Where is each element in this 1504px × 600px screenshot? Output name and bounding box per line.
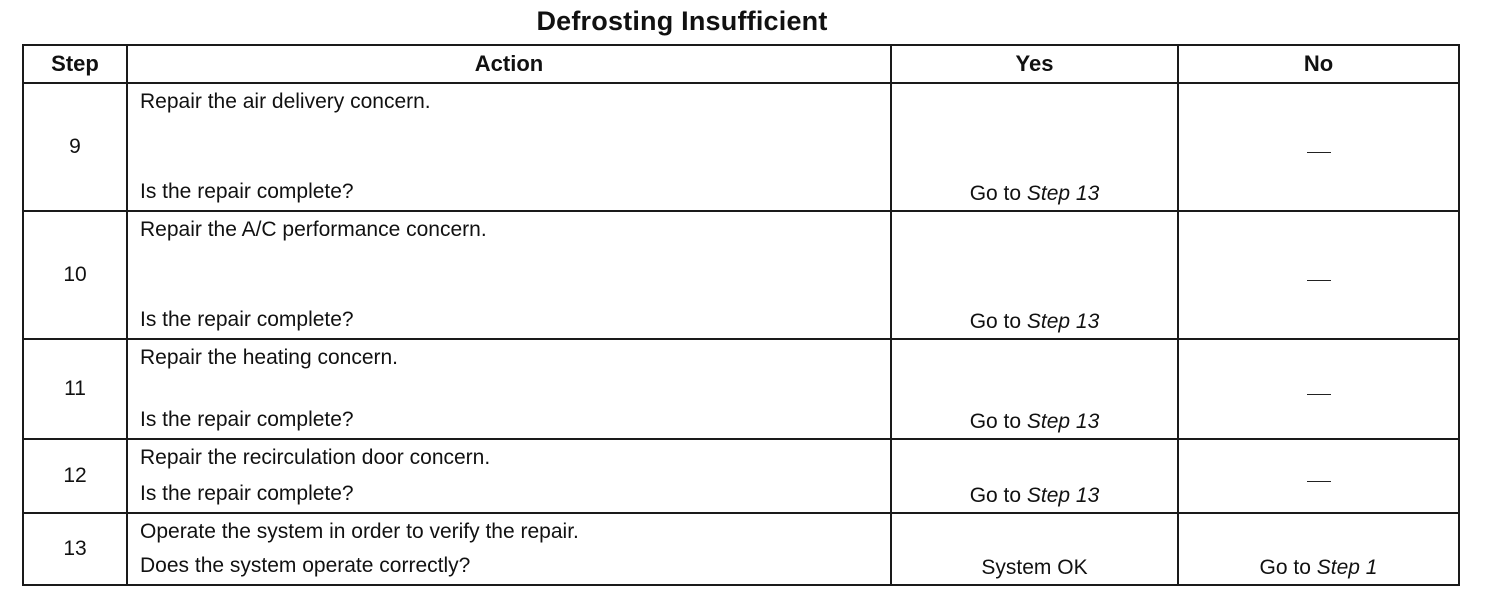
step-number: 13 <box>23 513 127 585</box>
yes-prefix: Go to <box>969 484 1027 507</box>
action-cell <box>127 339 891 439</box>
action-instruction: Repair the air delivery concern. <box>140 90 431 113</box>
action-cell <box>127 211 891 339</box>
page-title: Defrosting Insufficient <box>536 6 828 36</box>
yes-prefix: Go to <box>969 410 1027 433</box>
header-yes: Yes <box>891 45 1178 83</box>
yes-cell <box>891 211 1178 339</box>
action-question: Is the repair complete? <box>140 482 354 505</box>
no-dash <box>1307 394 1331 395</box>
yes-result: System OK <box>981 556 1088 579</box>
diagnostic-table <box>22 44 1460 586</box>
no-dash <box>1307 152 1331 153</box>
yes-step-link[interactable]: Step 13 <box>1026 182 1100 205</box>
action-question: Is the repair complete? <box>140 308 354 331</box>
no-cell <box>1178 339 1459 439</box>
no-step-link[interactable]: Step 1 <box>1316 556 1378 579</box>
no-cell <box>1178 439 1459 513</box>
action-question: Does the system operate correctly? <box>140 554 471 577</box>
yes-step-link[interactable]: Step 13 <box>1026 410 1100 433</box>
no-cell <box>1178 211 1459 339</box>
header-row <box>23 45 1459 83</box>
no-cell <box>1178 83 1459 211</box>
step-number: 10 <box>23 211 127 339</box>
no-cell <box>1178 513 1459 585</box>
action-instruction: Repair the heating concern. <box>140 346 398 369</box>
table-row <box>23 439 1459 513</box>
yes-cell <box>891 513 1178 585</box>
no-dash <box>1307 481 1331 482</box>
table-row <box>23 339 1459 439</box>
action-cell <box>127 513 891 585</box>
yes-cell <box>891 439 1178 513</box>
action-cell <box>127 83 891 211</box>
action-cell <box>127 439 891 513</box>
step-number: 11 <box>23 339 127 439</box>
step-number: 9 <box>23 83 127 211</box>
yes-cell <box>891 83 1178 211</box>
header-step: Step <box>23 45 127 83</box>
header-no: No <box>1178 45 1459 83</box>
step-number: 12 <box>23 439 127 513</box>
action-instruction: Operate the system in order to verify the repair. <box>140 520 579 543</box>
yes-step-link[interactable]: Step 13 <box>1026 310 1100 333</box>
yes-prefix: Go to <box>969 310 1027 333</box>
table-row <box>23 83 1459 211</box>
action-instruction: Repair the recirculation door concern. <box>140 446 491 469</box>
yes-cell <box>891 339 1178 439</box>
table-row <box>23 211 1459 339</box>
yes-prefix: Go to <box>969 182 1027 205</box>
yes-step-link[interactable]: Step 13 <box>1026 484 1100 507</box>
action-instruction: Repair the A/C performance concern. <box>140 218 487 241</box>
no-prefix: Go to <box>1259 556 1317 579</box>
action-question: Is the repair complete? <box>140 180 354 203</box>
action-question: Is the repair complete? <box>140 408 354 431</box>
table-row <box>23 513 1459 585</box>
no-dash <box>1307 280 1331 281</box>
header-action: Action <box>127 45 891 83</box>
